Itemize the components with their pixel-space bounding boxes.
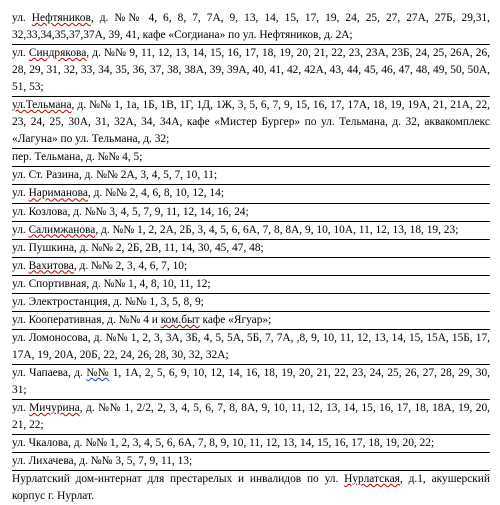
address-entry: Нурлатский дом-интернат для престарелых и инвалидов по ул. Нурлатская, д.1, акушерский корпус г. Нурлат. — [12, 473, 490, 503]
spellcheck-mark: ул.Тельмана — [12, 99, 72, 112]
address-entry: ул. Чкалова, д. №№ 1, 2, 3, 4, 5, 6, 6А, 7, 8, 9, 10, 11, 12, 13, 14, 15, 16, 17, 18, 19, 20, 22; — [12, 435, 490, 453]
spellcheck-mark: ком.быт — [160, 313, 200, 326]
spellcheck-mark: Нефтяников — [31, 12, 91, 24]
address-entry: ул. Мичурина, д. №№ 1, 2/2, 2, 3, 4, 5, 6, 7, 8, 8А, 9, 10, 11, 12, 13, 14, 15, 16, 17, 18, 18А, 19, 20, 21, 22; — [12, 400, 490, 435]
address-entry: ул. Салимжанова, д. №№ 1, 2, 2А, 2Б, 3, 4, 5, 6, 6А, 7, 8, 8А, 9, 10, 10А, 11, 12, 13, 18, 19, 23; — [12, 222, 490, 240]
address-entry: ул. Вахитова, д. №№ 2, 3, 4, 6, 7, 10; — [12, 258, 490, 276]
spellcheck-mark: №№ — [86, 366, 110, 379]
address-entry: ул. Синдрякова, д. №№ 9, 11, 12, 13, 14, 15, 16, 17, 18, 19, 20, 21, 22, 23, 23А, 23Б, 24, 25, 26А, 26, 28, 29, 31, 32, 33, 34, 35, 36, 37, 38, 38А, 39, 39А, 40, 41, 42, 42А, 43, 44, 45, 46, 47, 48, 49, 50, 50А, 51, 53; — [12, 45, 490, 97]
address-entry: ул. Ст. Разина, д. №№ 2А, 3, 4, 5, 7, 10, 11; — [12, 167, 490, 185]
spellcheck-mark: Мичурина — [29, 402, 80, 415]
spellcheck-mark: Вахитова — [28, 259, 74, 272]
address-entry: пер. Тельмана, д. №№ 4, 5; — [12, 149, 490, 167]
address-entry: ул. Кооперативная, д. №№ 4 и ком.быт кафе «Ягуар»; — [12, 312, 490, 330]
spellcheck-mark: Нариманова — [28, 187, 88, 200]
address-entry: ул. Нариманова, д. №№ 2, 4, 6, 8, 10, 12, 14; — [12, 185, 490, 203]
address-entry: ул. Пушкина, д. №№ 2, 2Б, 2В, 11, 14, 30, 45, 47, 48; — [12, 240, 490, 258]
address-entry: ул. Электростанция, д. №№ 1, 3, 5, 8, 9; — [12, 294, 490, 312]
address-entry: ул. Ломоносова, д. №№ 1, 2, 3, 3А, 3Б, 4, 5, 5А, 5Б, 7, 7А, ,8, 9, 10, 11, 12, 13, 14, 15, 15А, 15Б, 17, 17А, 19, 20А, 20Б, 22, 24, 26, 28, 30, 32, 32А; — [12, 330, 490, 365]
address-entry: ул.Тельмана, д. №№ 1, 1а, 1Б, 1В, 1Г, 1Д, 1Ж, 3, 5, 6, 7, 9, 15, 16, 17, 17А, 18, 19, 19А, 21, 21А, 22, 23, 24, 25, 30А, 31, 32А, 34, 34А, кафе «Мистер Бургер» по ул. Тельмана, д. 32, аквакомплекс «Лагуна» по ул. Тельмана, д. 32; — [12, 97, 490, 149]
spellcheck-mark: Синдрякова — [28, 47, 87, 60]
address-entry: ул. Спортивная, д. №№ 1, 4, 8, 10, 11, 12; — [12, 276, 490, 294]
address-entry: ул. Нефтяников, д. №№ 4, 6, 8, 7, 7А, 9, 13, 14, 15, 17, 19, 24, 25, 27, 27А, 27Б, 29,31, 32,33,34,35,37,37А, 39, 41, кафе «Согдиана» по ул. Нефтяников, д. 2А; — [12, 10, 490, 45]
document-body — [12, 10, 490, 505]
spellcheck-mark: Нурлатская — [344, 473, 400, 486]
address-entry: ул. Чапаева, д. №№ 1, 1А, 2, 5, 6, 9, 10, 12, 14, 16, 18, 19, 20, 21, 22, 23, 24, 25, 26, 27, 28, 29, 30, 31; — [12, 365, 490, 400]
spellcheck-mark: Салимжанова — [28, 223, 96, 236]
address-entry: ул. Лихачева, д. №№ 3, 5, 7, 9, 11, 13; — [12, 453, 490, 471]
address-entry: ул. Козлова, д. №№ 3, 4, 5, 7, 9, 11, 12, 14, 16, 24; — [12, 204, 490, 222]
